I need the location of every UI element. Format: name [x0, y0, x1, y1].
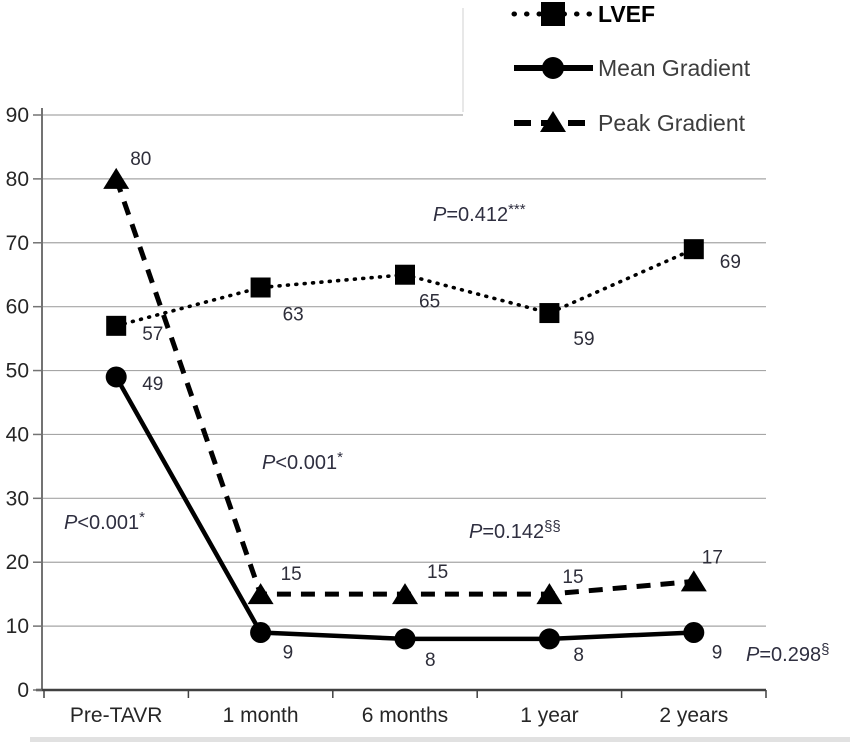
series-line-lvef [116, 249, 694, 326]
marker-square [684, 239, 704, 259]
marker-square [539, 303, 559, 323]
legend-marker-square [541, 2, 565, 26]
data-point-label: 63 [282, 304, 304, 326]
data-point-label: 9 [282, 642, 294, 664]
legend-item-mean-gradient [514, 55, 751, 81]
y-tick-label: 20 [5, 551, 29, 575]
legend-label: Peak Gradient [598, 110, 746, 136]
p-value-annotation: P<0.001* [262, 449, 343, 474]
data-point-label: 8 [573, 644, 584, 666]
marker-triangle [536, 583, 562, 604]
data-point-label: 15 [427, 562, 449, 584]
y-tick-label: 90 [5, 104, 29, 127]
x-tick-label: Pre-TAVR [69, 704, 163, 727]
x-tick-label: 2 years [659, 704, 729, 727]
data-point-label: 9 [711, 642, 723, 664]
marker-circle [106, 366, 127, 387]
marker-circle [395, 628, 416, 649]
marker-square [395, 265, 415, 285]
legend-marker-circle [542, 57, 564, 79]
marker-triangle [392, 583, 418, 604]
marker-circle [539, 628, 560, 649]
y-tick-label: 0 [17, 679, 29, 702]
x-tick-label: 1 year [520, 704, 579, 727]
data-point-label: 15 [280, 564, 302, 586]
data-point-label: 57 [142, 323, 164, 345]
y-tick-label: 60 [5, 295, 29, 319]
x-tick-label: 1 month [222, 704, 299, 727]
y-tick-label: 50 [5, 359, 29, 383]
marker-triangle [248, 583, 274, 604]
p-value-annotation: P=0.142§§ [469, 518, 561, 543]
data-point-label: 15 [562, 567, 584, 589]
data-point-label: 65 [419, 291, 441, 313]
legend-label: Mean Gradient [598, 55, 751, 81]
y-tick-label: 10 [5, 615, 29, 639]
data-point-label: 59 [573, 329, 595, 351]
y-tick-label: 40 [5, 423, 29, 447]
data-point-label: 69 [719, 252, 741, 274]
x-tick-label: 6 months [361, 704, 449, 727]
y-tick-label: 80 [5, 167, 29, 191]
marker-circle [250, 622, 271, 643]
legend-label: LVEF [598, 1, 656, 27]
marker-circle [683, 622, 704, 643]
y-tick-label: 70 [5, 231, 29, 255]
figure-bottom-edge [30, 737, 850, 742]
marker-square [106, 316, 126, 336]
p-value-annotation: P=0.298§ [746, 641, 830, 666]
y-tick-label: 30 [5, 487, 29, 511]
data-point-label: 8 [425, 649, 436, 671]
marker-square [251, 278, 271, 298]
data-point-label: 17 [701, 547, 723, 569]
p-value-annotation: P<0.001* [64, 509, 145, 534]
data-point-label: 80 [130, 148, 152, 170]
p-value-annotation: P=0.412*** [433, 201, 526, 226]
data-point-label: 49 [142, 373, 164, 395]
